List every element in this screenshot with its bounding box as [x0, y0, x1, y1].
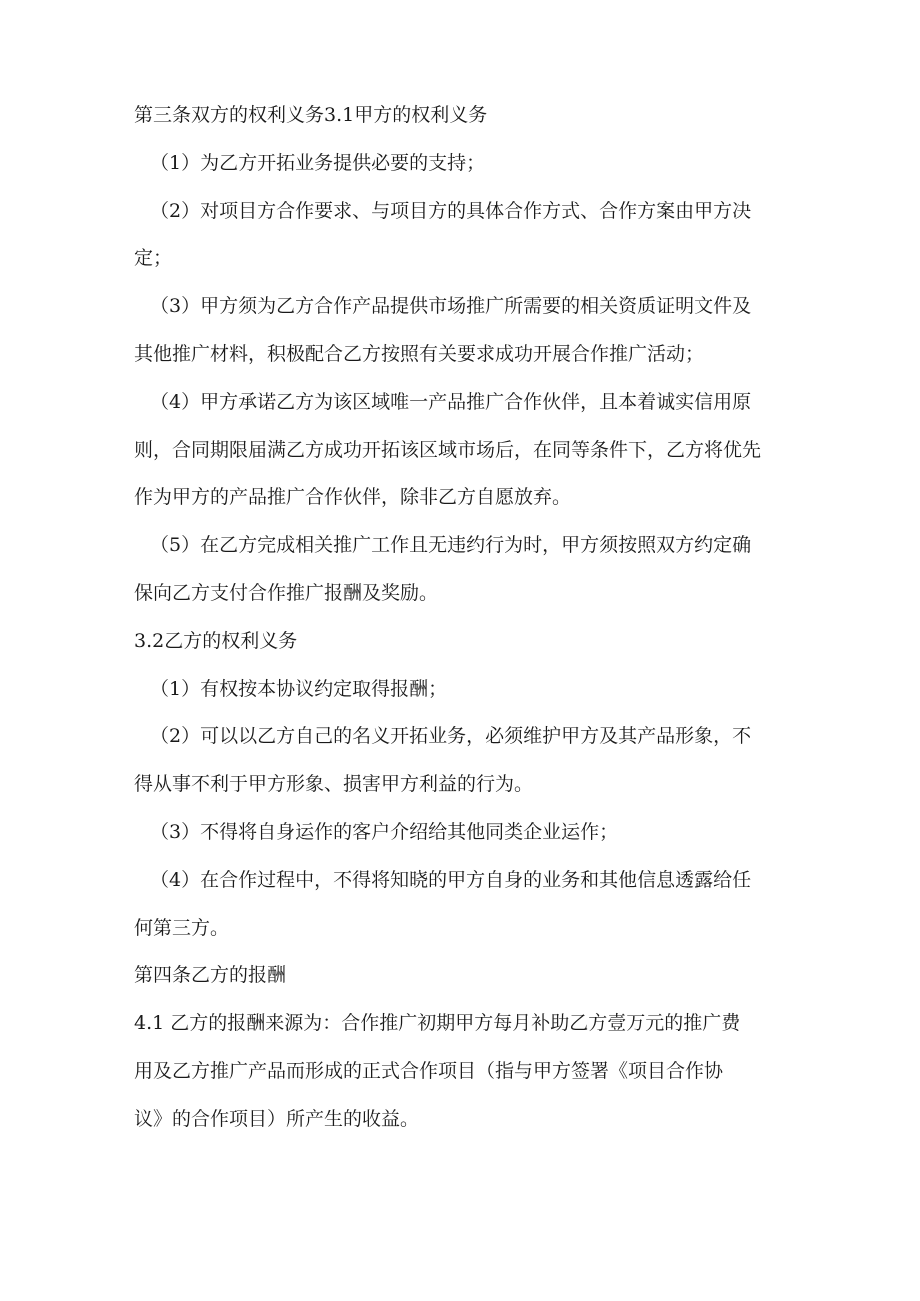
- text-line: （1）为乙方开拓业务提供必要的支持；: [150, 152, 486, 174]
- text-line: 何第三方。: [134, 917, 230, 939]
- section-heading-3: 第三条双方的权利义务3.1甲方的权利义务: [134, 104, 488, 126]
- text-line: （4）在合作过程中，不得将知晓的甲方自身的业务和其他信息透露给任: [150, 869, 752, 891]
- subsection-heading: 3.2乙方的权利义务: [134, 630, 298, 652]
- text-line: （2）可以以乙方自己的名义开拓业务，必须维护甲方及其产品形象，不: [150, 725, 752, 747]
- text-line: 作为甲方的产品推广合作伙伴，除非乙方自愿放弃。: [134, 486, 572, 508]
- text-line: （3）不得将自身运作的客户介绍给其他同类企业运作；: [150, 821, 619, 843]
- text-line: 用及乙方推广产品而形成的正式合作项目（指与甲方签署《项目合作协: [134, 1060, 724, 1082]
- text-line: 则，合同期限届满乙方成功开拓该区域市场后，在同等条件下，乙方将优先: [134, 439, 762, 461]
- text-line: （2）对项目方合作要求、与项目方的具体合作方式、合作方案由甲方决: [150, 200, 752, 222]
- text-line: 保向乙方支付合作推广报酬及奖励。: [134, 582, 439, 604]
- text-line: （3）甲方须为乙方合作产品提供市场推广所需要的相关资质证明文件及: [150, 295, 752, 317]
- text-line: 定；: [134, 247, 173, 269]
- text-line: （5）在乙方完成相关推广工作且无违约行为时，甲方须按照双方约定确: [150, 534, 752, 556]
- text-line: 其他推广材料，积极配合乙方按照有关要求成功开展合作推广活动；: [134, 343, 705, 365]
- section-heading-4: 第四条乙方的报酬: [134, 964, 287, 986]
- text-line: 得从事不利于甲方形象、损害甲方利益的行为。: [134, 773, 534, 795]
- text-line: 议》的合作项目）所产生的收益。: [134, 1108, 420, 1130]
- text-line: （1）有权按本协议约定取得报酬；: [150, 678, 448, 700]
- text-line: 4.1 乙方的报酬来源为：合作推广初期甲方每月补助乙方壹万元的推广费: [134, 1012, 741, 1034]
- text-line: （4）甲方承诺乙方为该区域唯一产品推广合作伙伴，且本着诚实信用原: [150, 391, 752, 413]
